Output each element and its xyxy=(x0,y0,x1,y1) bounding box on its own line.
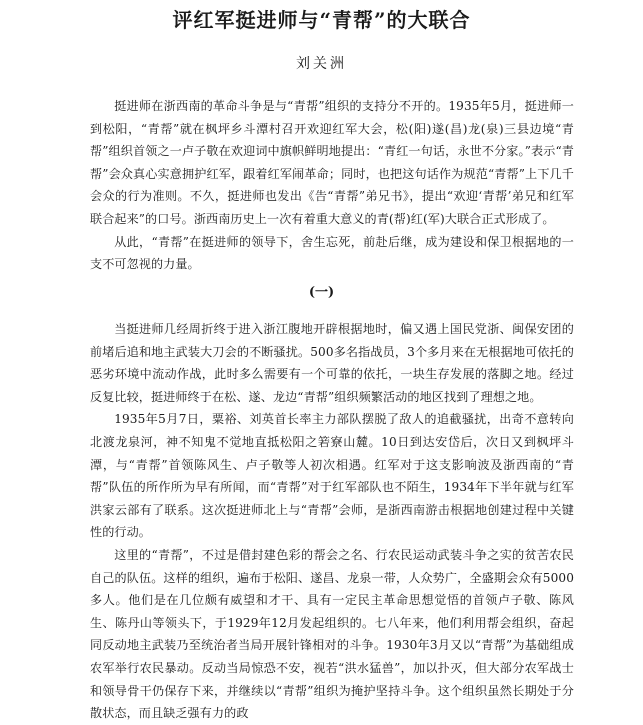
paragraph: 这里的“青帮”，不过是借封建色彩的帮会之名、行农民运动武装斗争之实的贫苦农民自己的队伍。这样的组织，遍布于松阳、遂昌、龙泉一带，人众势广，全盛期会众有5000多人。他们是在几位颇有威望和才干、具有一定民主革命思想觉悟的首领卢子敬、陈风生、陈丹山等领头下，于1929年12月发起组织的。七八年来，他们利用帮会组织，奋起同反动地主武装乃至统治者当局开展针锋相对的斗争。1930年3月又以“青帮”为基础组成农军举行农民暴动。反动当局惊恐不安，视若“洪水猛兽”，加以扑灭，但大部分农军战士和领导骨干仍保存下来，并继续以“青帮”组织为掩护坚持斗争。这个组织虽然长期处于分散状态，而且缺乏强有力的政 xyxy=(90,547,574,721)
paragraph: 挺进师在浙西南的革命斗争是与“青帮”组织的支持分不开的。1935年5月，挺进师一到松阳，“青帮”就在枫坪乡斗潭村召开欢迎红军大会，松(阳)遂(昌)龙(泉)三县边境“青帮”组织首领之一卢子敬在欢迎词中旗帜鲜明地提出：“青红一句话，永世不分家。”表示“青帮”会众真心实意拥护红军，跟着红军闹革命；同时，也把这句话作为规范“青帮”上下几千会众的行为准则。不久，挺进师也发出《告“青帮”弟兄书》，提出“欢迎‘青帮’弟兄和红军联合起来”的口号。浙西南历史上一次有着重大意义的青(帮)红(军)大联合正式形成了。 xyxy=(90,99,574,226)
section-body xyxy=(90,318,574,725)
article-author: 刘关洲 xyxy=(296,56,347,72)
article-title: 评红军挺进师与“青帮”的大联合 xyxy=(172,8,471,32)
section-heading: (一) xyxy=(308,285,335,300)
intro-block xyxy=(90,95,574,276)
paragraph: 从此，“青帮”在挺进师的领导下，舍生忘死，前赴后继，成为建设和保卫根据地的一支不可忽视的力量。 xyxy=(90,234,574,272)
paragraph: 1935年5月7日，粟裕、刘英首长率主力部队摆脱了敌人的追截骚扰，出奇不意转向北渡龙泉河，神不知鬼不觉地直抵松阳之箬寮山麓。10日到达安岱后，次日又到枫坪斗潭，与“青帮”首领陈风生、卢子敬等人初次相遇。红军对于这支影响波及浙西南的“青帮”队伍的所作所为早有所闻，而“青帮”对于红军部队也不陌生，1934年下半年就与红军洪家云部有了联系。这次挺进师北上与“青帮”会师，是浙西南游击根据地创建过程中关键性的行动。 xyxy=(90,412,574,540)
paragraph: 当挺进师几经周折终于进入浙江腹地开辟根据地时，偏又遇上国民党浙、闽保安团的前堵后追和地主武装大刀会的不断骚扰。500多名指战员，3个多月来在无根据地可依托的恶劣环境中流动作战，此时多么需要有一个可靠的依托，一块生存发展的落脚之地。经过反复比较，挺进师终于在松、遂、龙边“青帮”组织频繁活动的地区找到了理想之地。 xyxy=(90,322,574,404)
